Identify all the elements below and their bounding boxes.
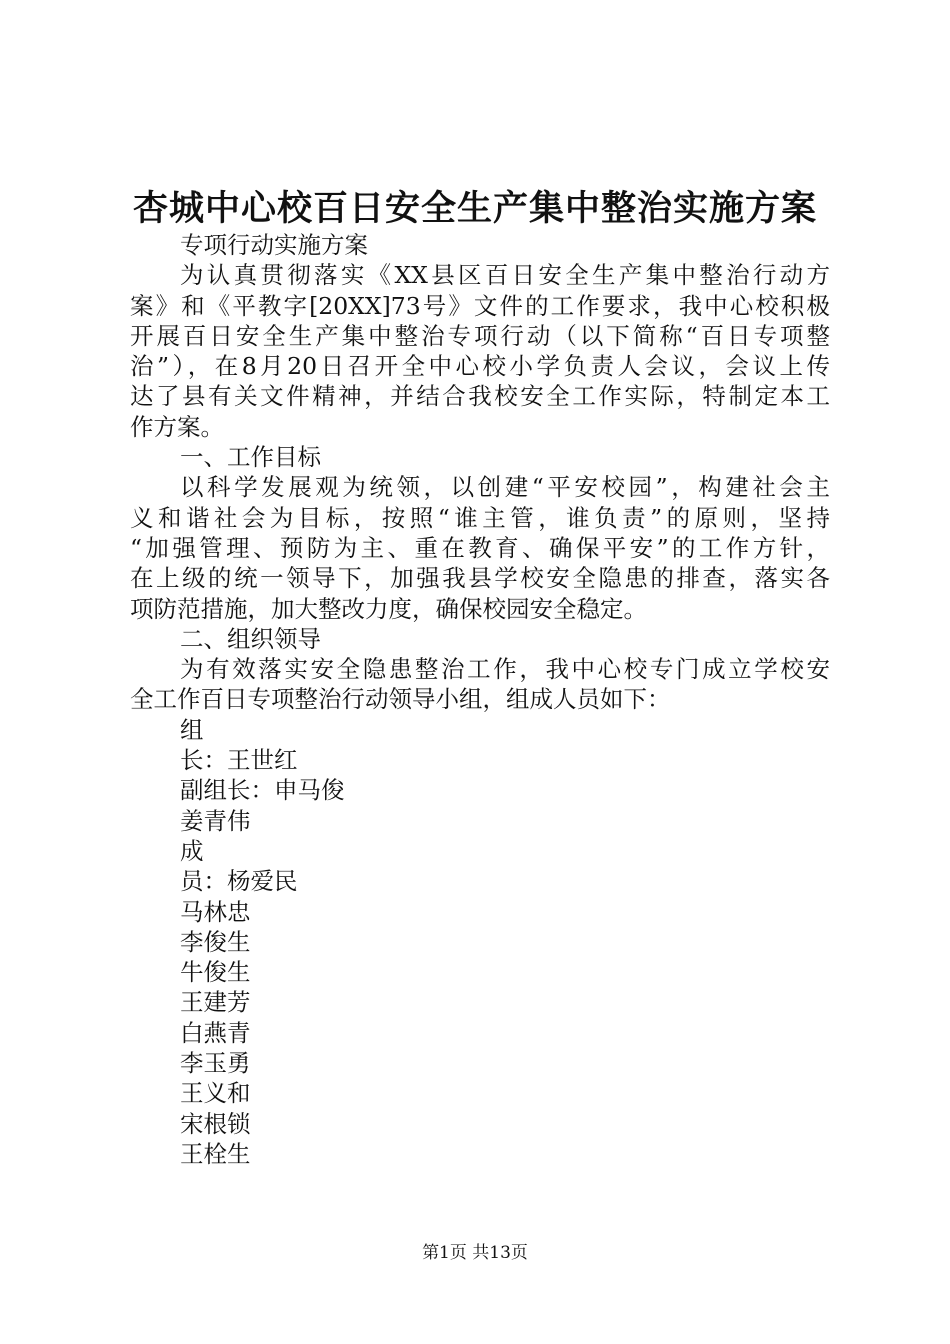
- document-title: 杏城中心校百日安全生产集中整治实施方案: [132, 188, 817, 229]
- body-line: 副组长：申马俊: [180, 776, 345, 805]
- body-line: 专项行动实施方案: [180, 231, 368, 259]
- body-line: 李玉勇: [180, 1049, 251, 1078]
- body-line: 李俊生: [180, 927, 251, 956]
- page-footer: 第1页 共13页: [422, 1243, 528, 1263]
- body-line: 成: [180, 836, 204, 865]
- body-line: 王栓生: [180, 1139, 251, 1168]
- body-line: 宋根锁: [180, 1109, 251, 1138]
- body-line: 马林忠: [180, 897, 251, 926]
- body-line: 一、工作目标: [180, 443, 321, 472]
- body-line: 项防范措施，加大整改力度，确保校园安全稳定。: [130, 594, 647, 623]
- body-line: 长：王世红: [180, 746, 298, 775]
- body-line: 王建芳: [180, 988, 251, 1017]
- body-line: 王义和: [180, 1079, 251, 1108]
- body-line: 达了县有关文件精神，并结合我校安全工作实际，特制定本工: [130, 382, 830, 411]
- body-line: 姜青伟: [180, 806, 251, 835]
- body-line: 组: [180, 715, 204, 744]
- body-line: 白燕青: [180, 1018, 251, 1047]
- body-line: “加强管理、预防为主、重在教育、确保平安”的工作方针，: [130, 533, 830, 562]
- body-line: 开展百日安全生产集中整治专项行动（以下简称“百日专项整: [130, 321, 830, 350]
- document-body: [130, 230, 830, 1169]
- body-line: 义和谐社会为目标，按照“谁主管，谁负责”的原则，坚持: [130, 503, 830, 532]
- body-line: 为认真贯彻落实《XX县区百日安全生产集中整治行动方: [180, 261, 830, 290]
- body-line: 为有效落实安全隐患整治工作，我中心校专门成立学校安: [180, 655, 830, 684]
- body-line: 牛俊生: [180, 958, 251, 987]
- body-line: 员：杨爱民: [180, 867, 298, 896]
- body-line: 在上级的统一领导下，加强我县学校安全隐患的排查，落实各: [130, 564, 830, 593]
- body-line: 以科学发展观为统领，以创建“平安校园”，构建社会主: [180, 473, 830, 502]
- body-line: 全工作百日专项整治行动领导小组，组成人员如下：: [130, 685, 671, 714]
- body-line: 案》和《平教字[20XX]73号》文件的工作要求，我中心校积极: [130, 291, 830, 320]
- body-line: 作方案。: [130, 412, 224, 441]
- body-line: 二、组织领导: [180, 624, 321, 653]
- body-line: 治”），在8月20日召开全中心校小学负责人会议，会议上传: [130, 352, 830, 381]
